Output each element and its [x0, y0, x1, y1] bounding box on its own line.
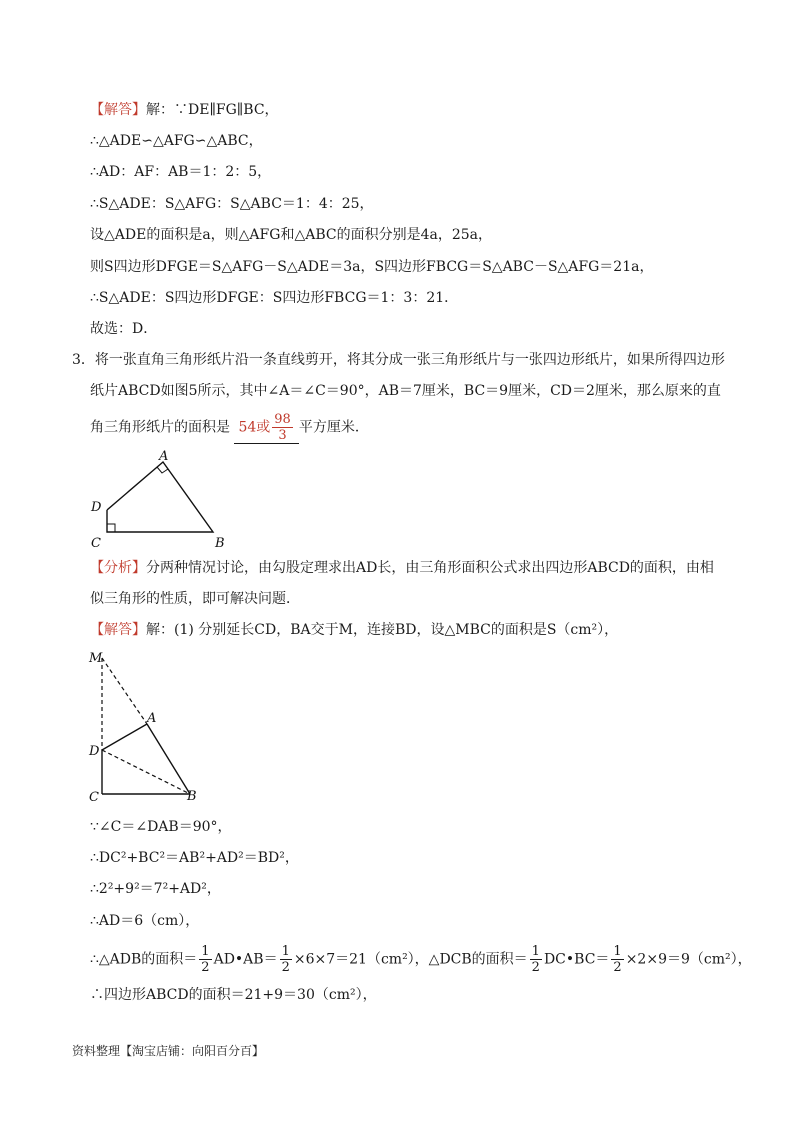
label-c: C	[91, 536, 101, 551]
segment-ab	[147, 724, 190, 794]
label-d: D	[91, 500, 102, 515]
solution2-step-5	[90, 944, 752, 975]
label-m: M	[89, 651, 103, 666]
half-den-2: 2	[281, 960, 290, 975]
analysis-line-1	[90, 558, 714, 578]
half-den-4: 2	[613, 960, 622, 975]
solution2-line-1	[90, 620, 618, 640]
figure-quadrilateral-abcd	[85, 448, 245, 553]
question3-line-2: 纸片ABCD如图5所示，其中∠A＝∠C＝90°，AB＝7厘米，BC＝9厘米，CD＝2厘米，那么原来的直	[90, 383, 721, 399]
answer-fraction-numerator: 98	[274, 412, 291, 427]
question3-line-1	[72, 350, 725, 370]
step5-part-d: DC•BC＝	[543, 951, 610, 968]
half-num-4: 1	[613, 944, 622, 959]
half-den-3: 2	[531, 960, 540, 975]
solution2-label: 【解答】	[90, 622, 146, 638]
quad-outline	[107, 462, 213, 532]
analysis-line-2: 似三角形的性质，即可解决问题．	[90, 591, 300, 607]
page-footer: 资料整理【淘宝店铺：向阳百分百】	[72, 1044, 265, 1058]
solution2-step-6: ∴四边形ABCD的面积＝21+9＝30（cm²），	[90, 987, 377, 1003]
analysis-label: 【分析】	[90, 560, 146, 576]
solution2-step-1: ∵∠C＝∠DAB＝90°，	[90, 819, 232, 835]
answer-fraction-denominator: 3	[278, 428, 287, 443]
half-fraction-1	[199, 944, 211, 975]
question3-text-3-suffix: 平方厘米．	[298, 419, 369, 436]
half-fraction-4	[611, 944, 623, 975]
half-fraction-2	[280, 944, 292, 975]
step5-part-c: ×6×7＝21（cm²），△DCB的面积＝	[293, 951, 528, 968]
solution1-line-2: ∴△ADE∽△AFG∽△ABC，	[90, 133, 263, 149]
solution1-line-5: 设△ADE的面积是a，则△AFG和△ABC的面积分别是4a，25a，	[90, 227, 492, 243]
label-b: B	[215, 536, 225, 551]
solution1-line-7: ∴S△ADE：S四边形DFGE：S四边形FBCG＝1：3：21．	[90, 290, 459, 306]
step5-part-e: ×2×9＝9（cm²），	[625, 951, 752, 968]
solution2-step-4: ∴AD＝6（cm），	[90, 913, 200, 929]
half-fraction-3	[530, 944, 542, 975]
solution2-text-1: 解：(1) 分别延长CD，BA交于M，连接BD，设△MBC的面积是S（cm²），	[146, 622, 619, 638]
solution1-line-4: ∴S△ADE：S△AFG：S△ABC＝1：4：25，	[90, 196, 374, 212]
half-num-2: 1	[281, 944, 290, 959]
segment-da	[102, 724, 147, 750]
analysis-text-1: 分两种情况讨论，由勾股定理求出AD长，由三角形面积公式求出四边形ABCD的面积，由相	[146, 560, 714, 576]
half-num-3: 1	[531, 944, 540, 959]
solution1-text-1: 解：∵DE∥FG∥BC，	[146, 102, 279, 118]
answer-main: 54或	[238, 419, 271, 436]
label-a: A	[159, 449, 169, 464]
question3-number: 3．	[72, 352, 95, 368]
question3-answer	[234, 412, 298, 444]
solution1-line-1	[90, 100, 279, 120]
label-d2: D	[89, 744, 100, 759]
solution1-label: 【解答】	[90, 102, 146, 118]
solution2-step-2: ∴DC²+BC²＝AB²+AD²＝BD²，	[90, 850, 299, 866]
step5-part-b: AD•AB＝	[213, 951, 278, 968]
solution1-line-6: 则S四边形DFGE＝S△AFG－S△ADE＝3a，S四边形FBCG＝S△ABC－S△AFG＝21a，	[90, 259, 654, 275]
label-b2: B	[187, 789, 197, 804]
question3-text-3: 角三角形纸片的面积是	[90, 419, 230, 436]
question3-line-3	[90, 412, 369, 444]
right-angle-c	[107, 524, 115, 532]
solution1-line-8: 故选：D．	[90, 321, 158, 337]
step5-part-a: ∴△ADB的面积＝	[90, 951, 198, 968]
label-c2: C	[89, 790, 99, 805]
solution2-step-3: ∴2²+9²＝7²+AD²，	[90, 881, 221, 897]
question3-text-1: 将一张直角三角形纸片沿一条直线剪开，将其分成一张三角形纸片与一张四边形纸片，如果所得四边形	[94, 352, 725, 368]
segment-ma	[102, 658, 147, 724]
solution1-line-3: ∴AD：AF：AB＝1：2：5，	[90, 164, 272, 180]
label-a2: A	[147, 711, 157, 726]
right-angle-a	[157, 467, 168, 473]
half-num-1: 1	[201, 944, 210, 959]
figure-triangle-mbc	[85, 648, 215, 808]
half-den-1: 2	[201, 960, 210, 975]
answer-fraction	[272, 412, 293, 443]
